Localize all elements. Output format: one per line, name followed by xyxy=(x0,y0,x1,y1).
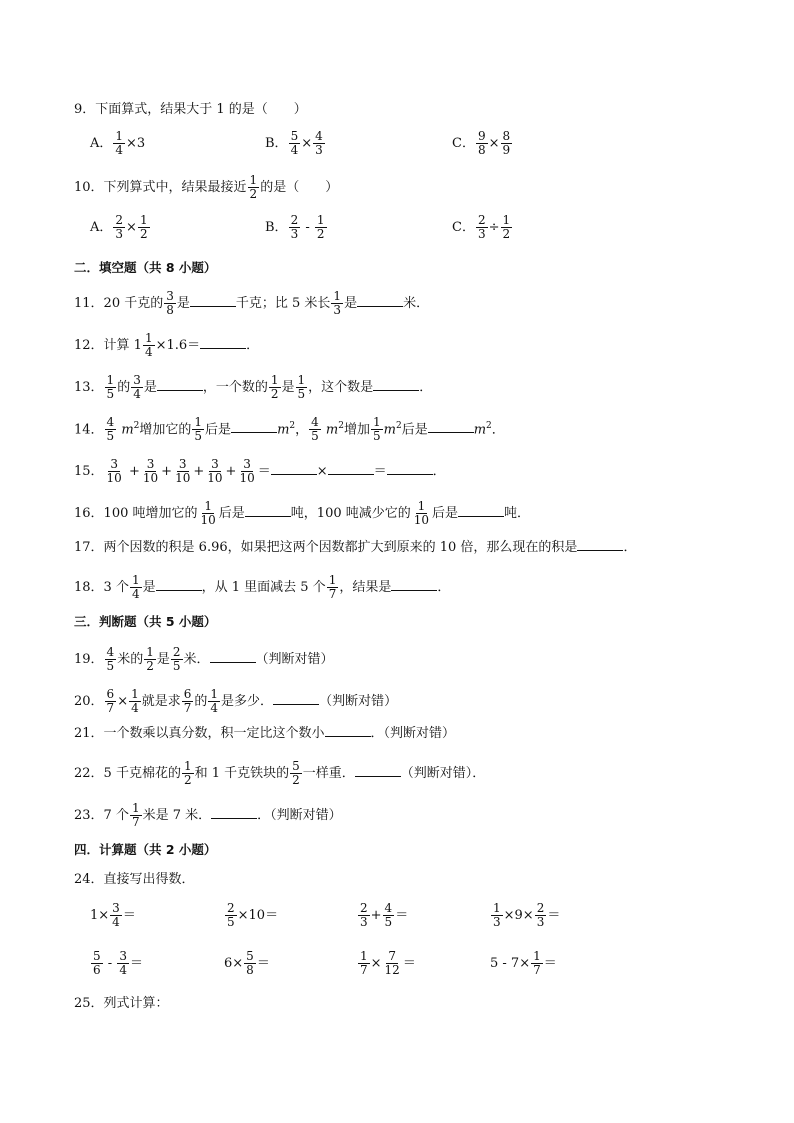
answer-blank[interactable] xyxy=(428,420,474,433)
question-9 xyxy=(74,100,734,120)
calc-item: $\frac{2}{5}$ ×10＝ xyxy=(227,901,279,929)
question-11: 11．20 千克的 $\frac{3}{8}$ 是 千克；比 5 米长 $\frac{1}{3}$ 是 米． xyxy=(74,289,430,317)
calc-item: $\frac{5}{6}$ - $\frac{3}{4}$ ＝ xyxy=(93,949,143,977)
question-13: 13． $\frac{1}{5}$ 的 $\frac{3}{4}$ 是 ，一个数的 $\frac{1}{2}$ 是 $\frac{1}{5}$ ，这个数是 ． xyxy=(74,373,433,401)
question-15: 15． $\frac{3}{10}$ + $\frac{3}{10}$ + $\frac{3}{10}$ + $\frac{3}{10}$ + $\frac{3}{10}$ ＝ × ＝ ． xyxy=(74,457,446,485)
answer-blank[interactable] xyxy=(577,538,623,551)
section-fill-in-heading: 二．填空题（共 8 小题） xyxy=(74,260,217,275)
calc-item: $\frac{1}{3}$ ×9× $\frac{2}{3}$ ＝ xyxy=(493,901,561,929)
q9-option-c: C． $\frac{9}{8}$ × $\frac{8}{9}$ xyxy=(452,129,511,157)
question-20: 20． $\frac{6}{7}$ × $\frac{1}{4}$ 就是求 $\frac{6}{7}$ 的 $\frac{1}{4}$ 是多少． （判断对错） xyxy=(74,687,398,715)
question-23: 23．7 个 $\frac{1}{7}$ 米是 7 米． ．（判断对错） xyxy=(74,801,342,829)
answer-blank[interactable] xyxy=(387,462,433,475)
section-true-false-heading: 三．判断题（共 5 小题） xyxy=(74,614,217,629)
q9-option-b: B． $\frac{5}{4}$ × $\frac{4}{3}$ xyxy=(265,129,323,157)
answer-blank[interactable] xyxy=(210,650,256,663)
q10-option-b: B． $\frac{2}{3}$ - $\frac{1}{2}$ xyxy=(265,213,325,241)
answer-blank[interactable] xyxy=(245,504,291,517)
answer-blank[interactable] xyxy=(211,806,257,819)
question-24: 24．直接写出得数． xyxy=(74,872,195,887)
question-17: 17．两个因数的积是 6.96，如果把这两个因数都扩大到原来的 10 倍，那么现在的积是 ． xyxy=(74,540,637,555)
answer-blank[interactable] xyxy=(273,692,319,705)
answer-blank[interactable] xyxy=(200,336,246,349)
answer-blank[interactable] xyxy=(325,724,371,737)
answer-blank[interactable] xyxy=(271,462,317,475)
question-10: 10．下列算式中，结果最接近 $\frac{1}{2}$ 的是（ ） xyxy=(74,173,339,201)
answer-blank[interactable] xyxy=(391,578,437,591)
q10-option-a: A． $\frac{2}{3}$ × $\frac{1}{2}$ xyxy=(90,213,148,241)
answer-blank[interactable] xyxy=(231,420,277,433)
question-12: 12．计算 1 $\frac{1}{4}$ ×1.6＝ ． xyxy=(74,331,260,359)
calc-item: $\frac{2}{3}$ + $\frac{4}{5}$ ＝ xyxy=(360,901,409,929)
question-22: 22．5 千克棉花的 $\frac{1}{2}$ 和 1 千克铁块的 $\frac{5}{2}$ 一样重． （判断对错）． xyxy=(74,759,486,787)
answer-blank[interactable] xyxy=(357,294,403,307)
calc-item: 1× $\frac{3}{4}$ ＝ xyxy=(90,901,136,929)
answer-blank[interactable] xyxy=(156,578,202,591)
question-25: 25．列式计算： xyxy=(74,996,169,1011)
calc-item: 6× $\frac{5}{8}$ ＝ xyxy=(224,949,270,977)
calc-item: $\frac{1}{7}$ × $\frac{7}{12}$ ＝ xyxy=(360,949,416,977)
answer-blank[interactable] xyxy=(458,504,504,517)
q10-option-c: C． $\frac{2}{3}$ ÷ $\frac{1}{2}$ xyxy=(452,213,511,241)
q9-option-a: A． $\frac{1}{4}$ ×3 xyxy=(90,129,146,157)
answer-blank[interactable] xyxy=(190,294,236,307)
section-calculation-heading: 四．计算题（共 2 小题） xyxy=(74,842,217,857)
question-9-stem: 9．下面算式，结果大于 1 的是（ ） xyxy=(74,102,307,117)
question-14: 14． $\frac{4}{5}$ $m^2$增加它的 $\frac{1}{5}$ 后是 $m^2$， $\frac{4}{5}$ $m^2$增加 $\frac{1}{5}$ $m^2$后是 $m^2$． xyxy=(74,415,505,444)
answer-blank[interactable] xyxy=(373,378,419,391)
answer-blank[interactable] xyxy=(355,764,401,777)
question-19: 19． $\frac{4}{5}$ 米的 $\frac{1}{2}$ 是 $\frac{2}{5}$ 米． （判断对错） xyxy=(74,645,334,673)
question-18: 18．3 个 $\frac{1}{4}$ 是 ，从 1 里面减去 5 个 $\frac{1}{7}$ ，结果是 ． xyxy=(74,573,451,601)
answer-blank[interactable] xyxy=(328,462,374,475)
question-21: 21．一个数乘以真分数，积一定比这个数小 ．（判断对错） xyxy=(74,726,456,741)
answer-blank[interactable] xyxy=(157,378,203,391)
calc-item: 5 - 7× $\frac{1}{7}$ ＝ xyxy=(490,949,557,977)
question-16: 16．100 吨增加它的 $\frac{1}{10}$ 后是 吨，100 吨减少它的 $\frac{1}{10}$ 后是 吨． xyxy=(74,499,531,527)
